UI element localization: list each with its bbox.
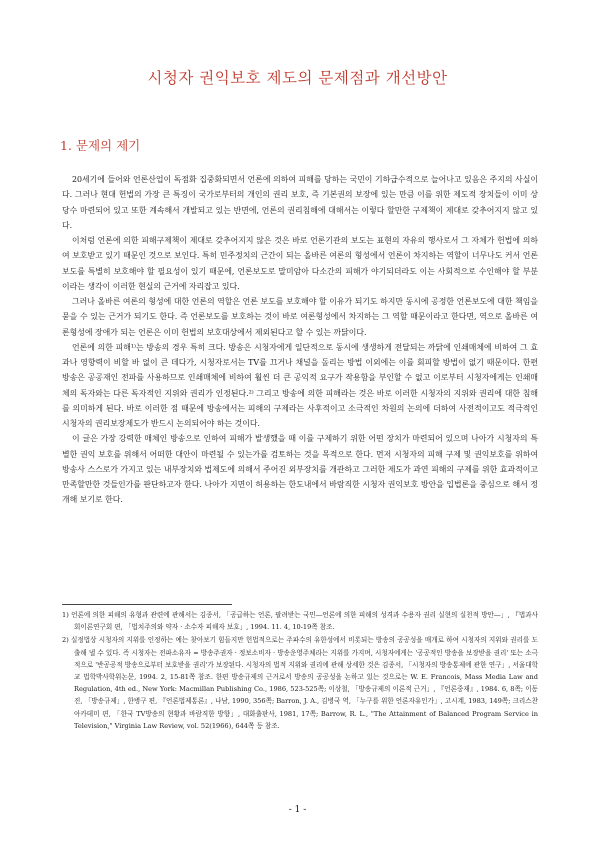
section-heading: 1. 문제의 제기 — [60, 138, 141, 153]
body-text — [62, 172, 538, 508]
document-title: 시청자 권익보호 제도의 문제점과 개선방안 — [147, 69, 448, 87]
paragraph: 20세기에 들어와 언론산업이 독점화 집중화되면서 언론에 의하여 피해를 당하는 국민이 기하급수적으로 늘어나고 있음은 주지의 사실이다. 그러나 현대 헌법의 가장 큰 특징이 국가로부터의 개인의 권리 보호, 즉 기본권의 보장에 있는 만큼 이를 위한 제도적 장치들이 이미 상당수 마련되어 있고 또한 계속해서 개발되고 있는 반면에, 언론의 권리침해에 대해서는 이렇다 할만한 구제책이 제대로 갖추어지지 않고 있다. — [62, 175, 538, 230]
footnotes — [62, 609, 538, 733]
footnote: 2) 실정법상 시청자의 지위를 인정하는 예는 찾아보기 힘들지만 헌법적으로는 주파수의 유한성에서 비롯되는 방송의 공공성을 매개로 하여 시청자의 지위와 권리를 도출해 낼 수 있다. 즉 시청자는 전파소유자 = 방송주권자 · 정보소비자 · 방송운영주체라는 지위를 가지며, 시청자에게는 '공공적인 방송을 보장받을 권리' 또는 소극적으로 '반공공적 방송으로부터 보호받을 권리'가 보장된다. 시청자의 법적 지위와 권리에 관해 상세한 것은 김종서, 「시청자의 방송통제에 관한 연구」, 서울대학교 법학박사학위논문, 1994. 2, 15-81쪽 참조. 한편 방송규제의 근거로서 방송의 공공성을 논하고 있는 것으로는 W. E. Francois, Mass Media Law and Regulation, 4th ed., New York: Macmillan Publishing Co., 1986, 523-525쪽; 이상철, 「방송규제의 이론적 근거」, 『언론중재』, 1984. 6, 8쪽; 이동진, 「방송규제」, 한병구 편, 『언론법제통론』, 나남, 1990, 356쪽; Barron, J. A., 김병국 역, 「누구를 위한 언론자유인가」, 고시계, 1983, 149쪽; 크리스찬 아카데미 편, 「한국 TV방송의 현황과 바람직한 방향」, 대화출판사, 1981, 17쪽; Barrow, R. L., "The Attainment of Balanced Program Service in Television," Virginia Law Review, vol. 52(1966), 644쪽 등 참조. — [62, 636, 538, 730]
paragraph: 이 글은 가장 강력한 매체인 방송으로 인하여 피해가 발생했을 때 이를 구제하기 위한 어떤 장치가 마련되어 있으며 나아가 시청자의 특별한 권익 보호를 위해서 어떠한 대안이 마련될 수 있는가를 검토하는 것을 목적으로 한다. 먼저 시청자의 피해 구제 및 권익보호를 위하여 방송사 스스로가 가지고 있는 내부장치와 법제도에 의해서 주어진 외부장치를 개관하고 그러한 제도가 과연 피해의 구제를 위한 효과적이고 만족할만한 것들인가를 판단하고자 한다. 나아가 지면이 허용하는 한도내에서 바람직한 시청자 권익보호 방안을 입법론을 중심으로 해서 정개해 보기로 한다. — [62, 434, 538, 505]
footnote-divider — [62, 604, 232, 605]
footnote: 1) 언론에 의한 피해의 유형과 관련에 관해서는 김종서, 「공급하는 언론, 팔려받는 국민―언론에 의한 피해의 성격과 수용자 권리 실현의 실천적 방안―」, 『법과사회이론연구회 편, 「법치주의와 약자 · 소수자 피해자 보호」, 1994. 11. 4, 10-19쪽 참조. — [62, 611, 538, 632]
paragraph: 그러나 올바른 여론의 형성에 대한 언론의 역할은 언론 보도를 보호해야 할 이유가 되기도 하지만 동시에 공정한 언론보도에 대한 책임을 묻을 수 있는 근거가 되기도 한다. 즉 언론보도를 보호하는 것이 바로 여론형성에서 차지하는 그 역할 때문이라고 한다면, 역으로 올바른 여론형성에 장애가 되는 언론은 이미 헌법의 보호대상에서 제외된다고 할 수 있는 까닭이다. — [62, 297, 538, 337]
paragraph: 언론에 의한 피해¹⁾는 방송의 경우 특히 크다. 방송은 시청자에게 일단적으로 동시에 생생하게 전달되는 까닭에 인쇄매체에 비하여 그 효과나 영향력이 비할 바 없이 큰 데다가, 시청자로서는 TV를 끄거나 채널을 돌리는 방법 이외에는 이를 회피할 방법이 없기 때문이다. 한편 방송은 공공재인 전파를 사용하므로 인쇄매체에 비하여 훨씬 더 큰 공익적 요구가 작용함을 부인할 수 없고 이로부터 시청자에게는 인쇄매체의 독자와는 다른 독자적인 지위와 권리가 인정된다.²⁾ 그리고 방송에 의한 피해라는 것은 바로 이러한 시청자의 지위와 권리에 대한 침해를 의미하게 된다. 바로 이러한 점 때문에 방송에서는 피해의 구제라는 사후적이고 소극적인 차원의 논의에 더하여 사전적이고도 적극적인 시청자의 권리보장제도가 반드시 논의되어야 하는 것이다. — [62, 342, 538, 428]
page-number: - 1 - — [288, 805, 307, 815]
paragraph: 이처럼 언론에 의한 피해구제책이 제대로 갖추어지지 않은 것은 바로 언론기관의 보도는 표현의 자유의 행사로서 그 자체가 헌법에 의하여 보호받고 있기 때문인 것으로 보인다. 특히 민주정치의 근간이 되는 올바른 여론의 형성에서 언론이 차지하는 역할이 너무나도 커서 언론보도를 특별히 보호해야 할 필요성이 있기 때문에, 언론보도로 말미암아 다소간의 피해가 야기되더라도 이는 사회적으로 수인해야 할 부분이라는 생각이 이러한 현실의 근거에 자리잡고 있다. — [62, 236, 538, 291]
